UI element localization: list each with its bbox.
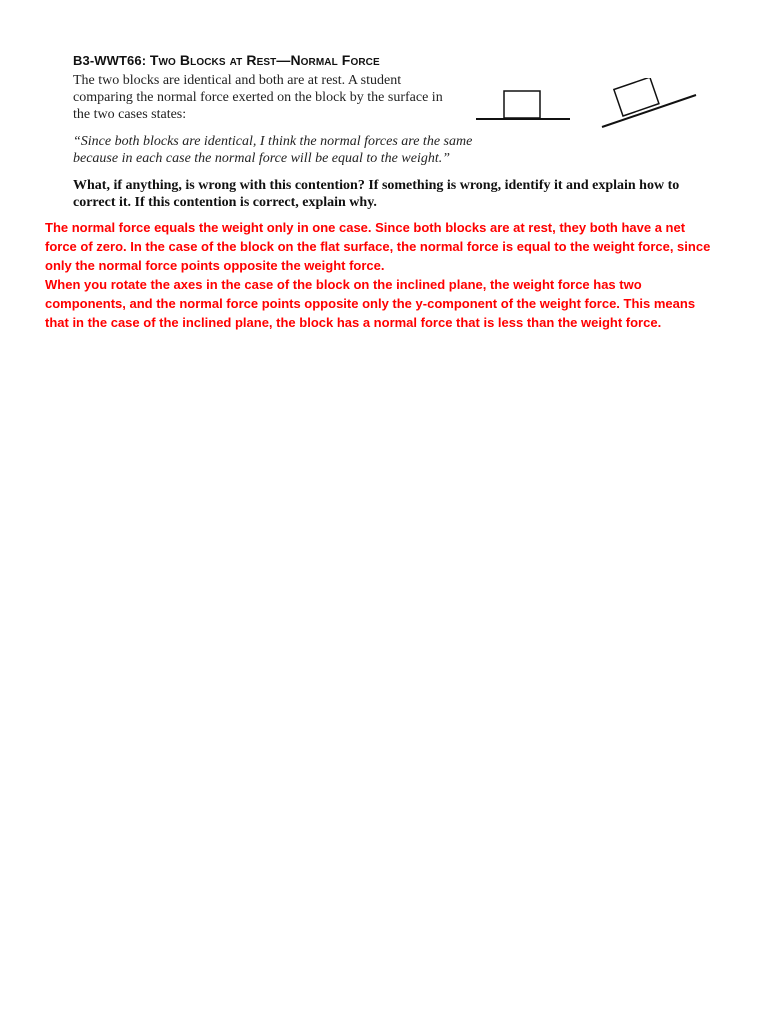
problem-intro: The two blocks are identical and both are at rest. A student comparing the normal force exerted on the block by the surface in the two cases states: bbox=[73, 73, 443, 122]
answer-paragraph-1: The normal force equals the weight only in one case. Since both blocks are at rest, they both have a net force of zero. In the case of the block on the flat surface, the normal force is equal to the weight force, since only the normal force points opposite the weight force. bbox=[45, 220, 711, 273]
problem-code: B3-WWT66: bbox=[73, 53, 147, 68]
flat-surface-block-figure bbox=[474, 88, 572, 124]
answer-paragraph-2: When you rotate the axes in the case of the block on the inclined plane, the weight force has two components, and the normal force points opposite only the y-component of the weight force. This means that in the case of the inclined plane, the block has a normal force that is less than the weight force. bbox=[45, 277, 696, 330]
student-quote: “Since both blocks are identical, I think the normal forces are the same because in each case the normal force will be equal to the weight.” bbox=[73, 134, 473, 166]
problem-name: Two Blocks at Rest—Normal Force bbox=[149, 52, 380, 68]
problem-title bbox=[73, 52, 713, 68]
answer-text bbox=[45, 218, 717, 332]
problem-question: What, if anything, is wrong with this contention? If something is wrong, identify it and explain how to correct it. If this contention is correct, explain why. bbox=[73, 178, 680, 210]
block-on-flat-surface bbox=[504, 91, 540, 118]
inclined-plane-block-figure bbox=[598, 78, 700, 132]
